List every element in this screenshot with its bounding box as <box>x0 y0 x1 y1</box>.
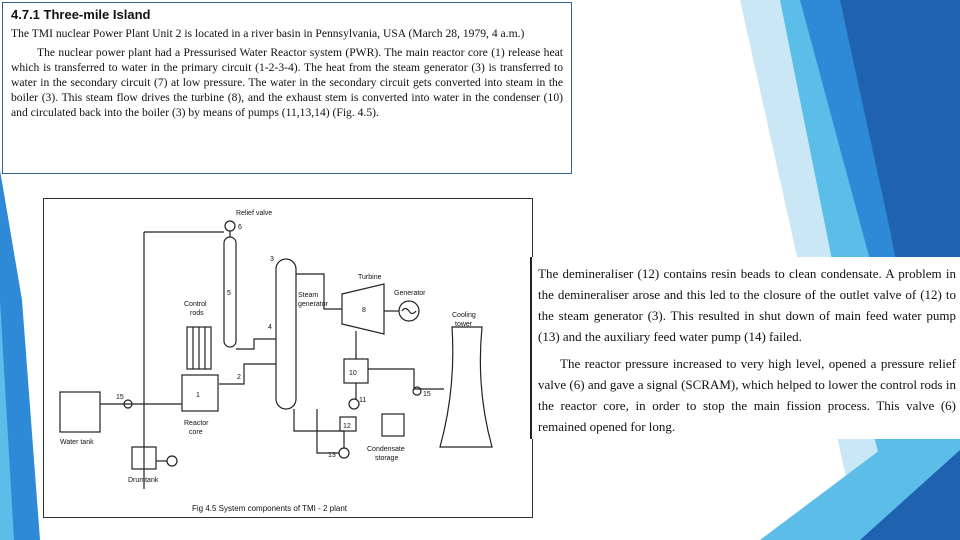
num-11: 11 <box>359 397 367 404</box>
scram-paragraph: The reactor pressure increased to very high level, opened a pressure relief valve (6) and gave a signal (SCRAM), which helped to lower the control rods in the reactor core, in order to stop the main fission process. This valve (6) remained opened for long. <box>538 356 956 434</box>
label-control-2: rods <box>190 310 204 317</box>
text-panel <box>2 2 572 174</box>
demineraliser-paragraph: The demineraliser (12) contains resin beads to clean condensate. A problem in the demineraliser arose and this led to the closure of the outlet valve of (12) to the steam generator (3). This resulted in shut down of main feed water pump (13) and the auxiliary feed water pump (14) failed. <box>538 266 956 344</box>
relief-valve-symbol <box>225 221 235 231</box>
pwr-paragraph: The nuclear power plant had a Pressurised Water Reactor system (PWR). The main reactor core (1) release heat which is transferred to water in the primary circuit (1-2-3-4). The heat from the steam generator (3) is transferred to water in the secondary circuit (7) at low pressure. The water in the secondary circuit gets converted into steam in the boiler (3). This steam flow drives the turbine (8), and the exhaust stem is converted into water in the condenser (10) and circulated back into the boiler (3) by means of pumps (11,13,14) (Fig. 4.5). <box>11 46 563 119</box>
pump-4 <box>167 456 177 466</box>
label-turbine: Turbine <box>358 274 382 281</box>
label-relief-valve: Relief valve <box>236 210 273 217</box>
label-cooling-2: tower <box>455 321 473 328</box>
label-reactor-1: Reactor <box>184 420 209 427</box>
water-tank <box>60 392 100 432</box>
pump-13 <box>339 448 349 458</box>
num-3: 3 <box>270 256 274 263</box>
label-drumtank: Drumtank <box>128 477 159 484</box>
label-steam-2: generator <box>298 301 328 308</box>
label-reactor-2: core <box>189 429 203 436</box>
section-heading: 4.7.1 Three-mile Island <box>11 7 151 22</box>
num-5: 5 <box>227 290 231 297</box>
side-text-panel <box>530 257 960 439</box>
num-12: 12 <box>343 423 351 430</box>
num-10: 10 <box>349 370 357 377</box>
primary-loop-bottom <box>219 364 276 384</box>
label-steam-1: Steam <box>298 292 319 299</box>
num-2: 2 <box>237 374 241 381</box>
num-8: 8 <box>362 307 366 314</box>
steam-generator-column <box>276 259 296 409</box>
label-cooling-1: Cooling <box>452 312 476 319</box>
pump-11 <box>349 399 359 409</box>
label-condensate-1: Condensate <box>367 446 405 453</box>
num-1: 1 <box>196 392 200 399</box>
feed-return-line <box>294 409 344 448</box>
num-15a: 15 <box>116 394 124 401</box>
reactor-core-vessel <box>182 375 218 411</box>
num-13: 13 <box>328 452 336 459</box>
generator-wave <box>402 309 416 314</box>
cooling-loop <box>368 369 444 389</box>
num-4: 4 <box>268 324 272 331</box>
num-6: 6 <box>238 224 242 231</box>
condensate-storage-tank <box>382 414 404 436</box>
label-control-1: Control <box>184 301 207 308</box>
cooling-tower <box>440 327 492 447</box>
label-condensate-2: storage <box>375 455 399 462</box>
label-generator: Generator <box>394 290 426 297</box>
pump-15-right <box>413 387 421 395</box>
tmi-plant-diagram <box>44 199 534 519</box>
label-water-tank: Water tank <box>60 439 94 446</box>
intro-paragraph: The TMI nuclear Power Plant Unit 2 is located in a river basin in Pennsylvania, USA (March 28, 1979, 4 a.m.) <box>11 27 525 40</box>
primary-loop-top <box>236 339 276 349</box>
diagram-caption: Fig 4.5 System components of TMI - 2 plant <box>192 504 348 513</box>
diagram-panel <box>43 198 533 518</box>
num-15b: 15 <box>423 391 431 398</box>
